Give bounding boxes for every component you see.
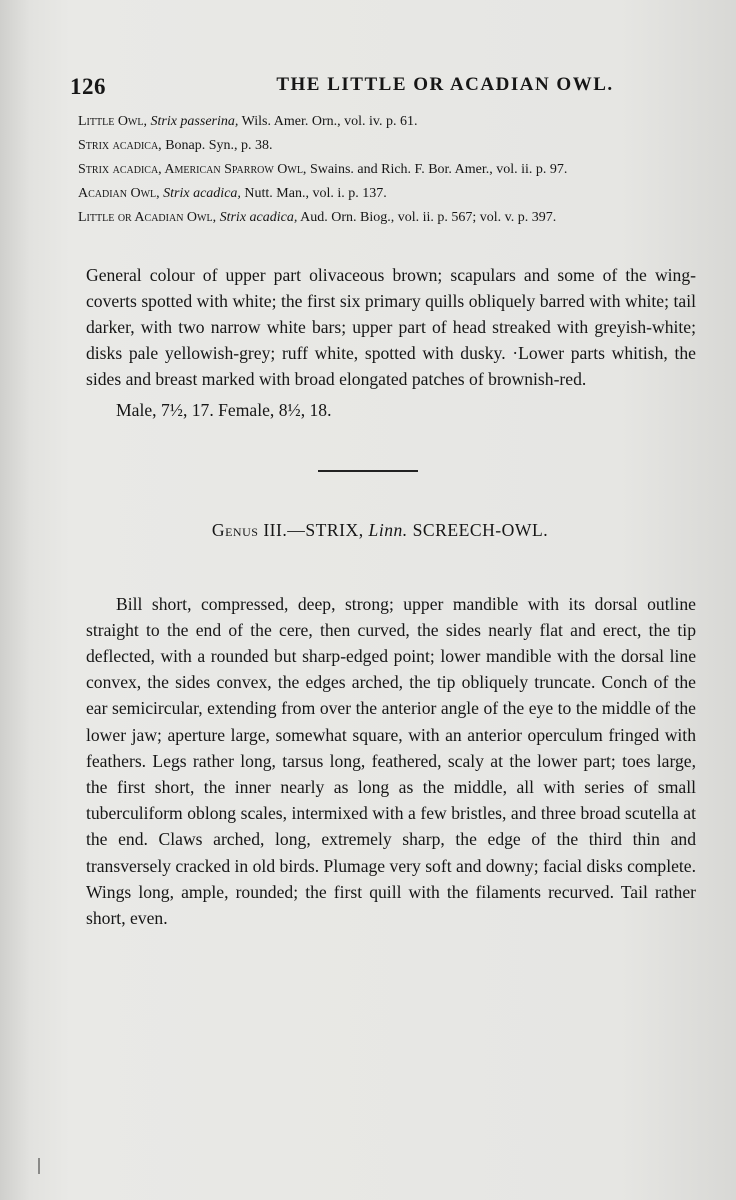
section-divider (318, 470, 418, 472)
synonym-entry (78, 110, 698, 134)
genus-common-name: SCREECH-OWL. (412, 520, 549, 540)
synonym-entry (78, 158, 698, 182)
synonym-source: Aud. Orn. Biog., vol. ii. p. 567; vol. v. p. 397. (300, 210, 557, 225)
synonym-source: Nutt. Man., vol. i. p. 137. (244, 186, 387, 201)
synonym-entry (78, 182, 698, 206)
synonym-entry (78, 206, 698, 230)
synonym-species: Strix passerina, (150, 114, 239, 129)
synonym-source: Bonap. Syn., p. 38. (165, 138, 273, 153)
genus-heading (80, 520, 680, 541)
page-number: 126 (70, 74, 106, 99)
synonym-name: Strix acadica, (78, 138, 162, 153)
synonym-name: Acadian Owl, (78, 186, 160, 201)
genus-title: Genus III.—STRIX, (211, 520, 364, 540)
synonym-species: Strix acadica, (163, 186, 241, 201)
genus-authority: Linn. (368, 520, 408, 540)
synonym-name: Strix acadica, American Sparrow Owl, (78, 162, 307, 177)
species-description: General colour of upper part olivaceous brown; scapulars and some of the wing-coverts spotted with white; the first six primary quills obliquely barred with white; tail darker, with two narrow white bars; upper part of head streaked with greyish-white; disks pale yellowish-grey; ruff white, spotted with dusky. ·Lower parts whitish, the sides and breast marked with broad elongated patches of brownish-red. (86, 264, 696, 389)
synonym-name: Little or Acadian Owl, (78, 210, 217, 225)
synonym-species: Strix acadica, (219, 210, 298, 225)
measurements: Male, 7½, 17. Female, 8½, 18. (116, 400, 332, 420)
synonym-source: Wils. Amer. Orn., vol. iv. p. 61. (241, 114, 418, 129)
synonym-name: Little Owl, (78, 114, 147, 129)
running-title: THE LITTLE OR ACADIAN OWL. (276, 74, 614, 95)
genus-description: Bill short, compressed, deep, strong; upper mandible with its dorsal outline straight to the end of the cere, then curved, the sides nearly flat and erect, the tip deflected, with a rounded but sharp-edged point; lower mandible with the dorsal line convex, the sides convex, the edges arched, the tip obliquely truncate. Conch of the ear semicircular, extending from over the anterior angle of the eye to the middle of the lower jaw; aperture large, somewhat square, with an anterior operculum fringed with feathers. Legs rather long, tarsus long, feathered, scaly at the lower part; toes large, the first short, the inner nearly as long as the middle, all with series of small tuberculiform oblong scales, intermixed with a few bristles, and three broad scutella at the end. Claws arched, long, extremely sharp, the edge of the third thin and transversely cracked in old birds. Plumage very soft and downy; facial disks complete. Wings long, ample, rounded; the first quill with the filaments recurved. Tail rather short, even. (86, 593, 696, 929)
synonym-entry (78, 134, 698, 158)
synonym-source: Swains. and Rich. F. Bor. Amer., vol. ii. p. 97. (309, 162, 568, 177)
page-header (70, 72, 680, 106)
margin-mark (38, 1158, 40, 1174)
synonym-list (78, 110, 698, 230)
